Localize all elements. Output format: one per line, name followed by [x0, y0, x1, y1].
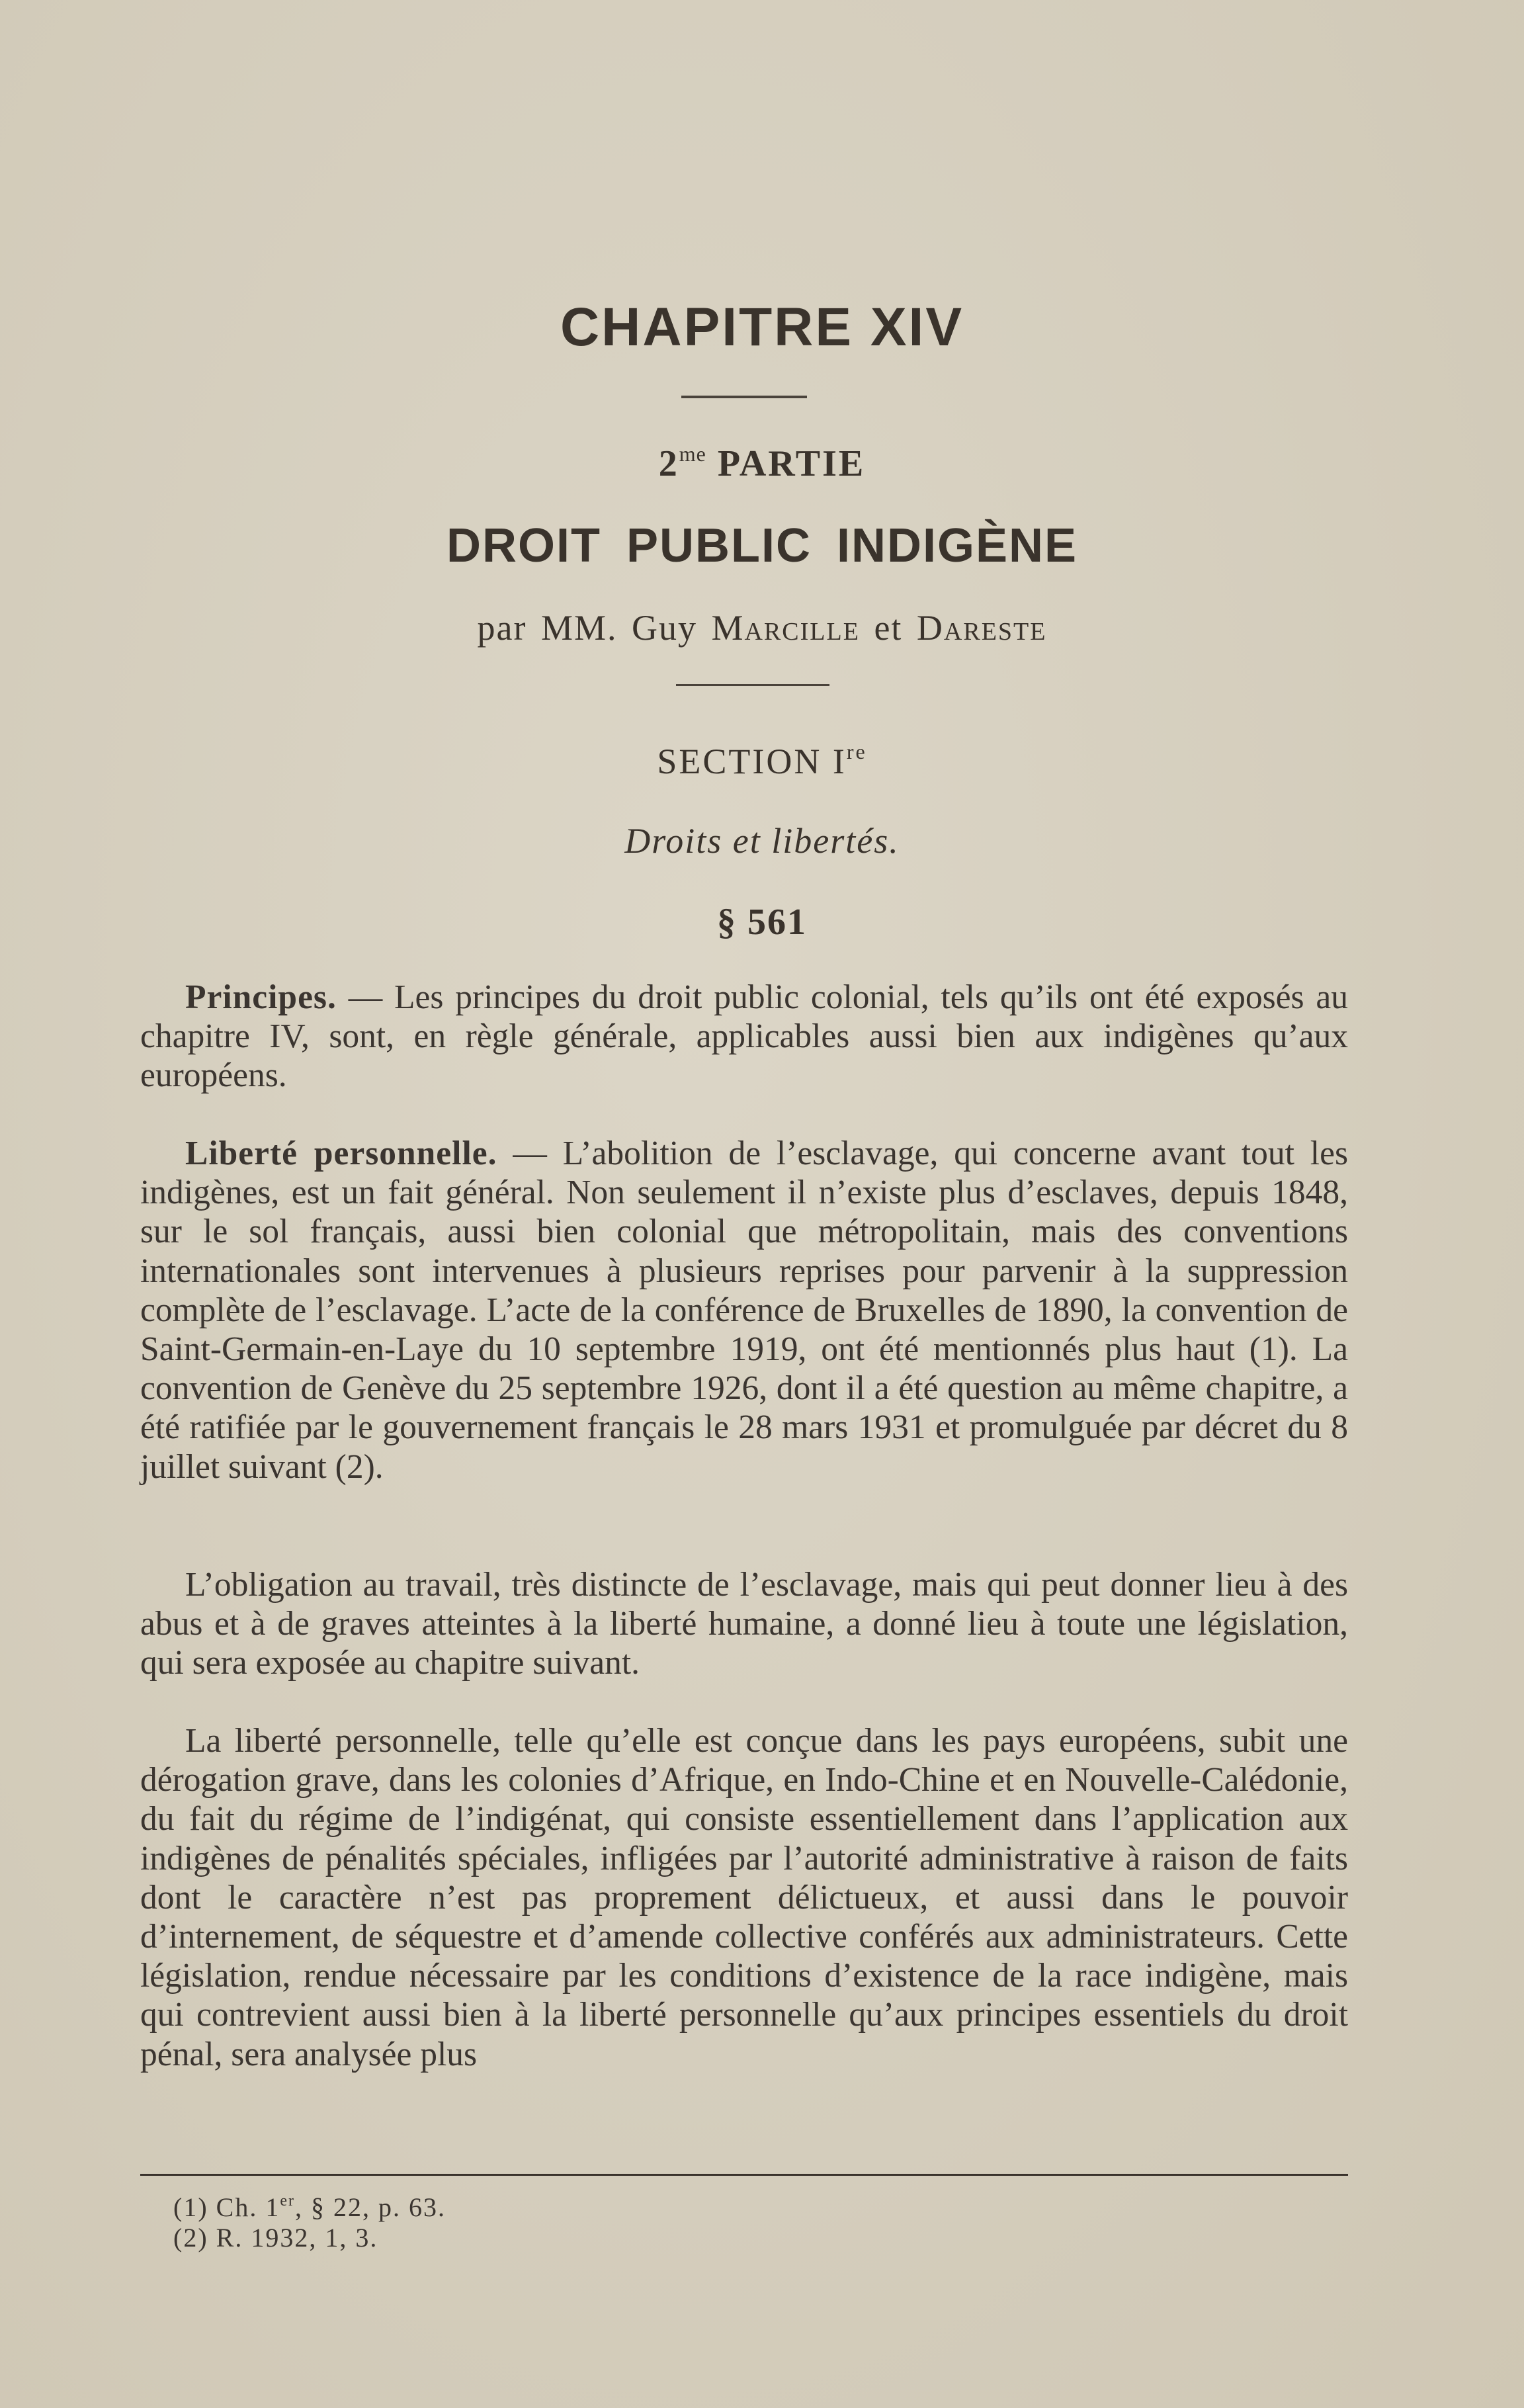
part-suffix: me: [679, 442, 706, 466]
section-suffix: re: [846, 740, 867, 763]
main-title: DROIT PUBLIC INDIGÈNE: [446, 519, 1078, 572]
part-heading: [0, 442, 1524, 485]
section-label: SECTION I: [657, 742, 847, 781]
paragraph-obligation: [140, 1565, 1348, 1683]
paragraph-body: — L’abolition de l’esclavage, qui concerne avant tout les indigènes, est un fait général. Non seulement il n’existe plus d’esclaves, depuis 1848, sur le sol français, aussi bien colonial que métropolitain, mais des conventions internationales sont intervenues à plusieurs reprises pour parvenir à la suppression complète de l’esclavage. L’acte de la conférence de Bruxelles de 1890, la convention de Saint-Germain-en-Laye du 10 septembre 1919, ont été mentionnés plus haut (1). La convention de Genève du 25 septembre 1926, dont il a été question au même chapitre, a été ratifiée par le gouvernement français le 28 mars 1931 et promulguée par décret du 8 juillet suivant (2).: [140, 1135, 1348, 1486]
paragraph-label: Principes.: [185, 978, 337, 1016]
paragraph-number: § 561: [717, 902, 807, 943]
byline-prefix: par MM. Guy: [477, 608, 697, 648]
footnote-item: [173, 2223, 446, 2253]
footnote-item: [173, 2186, 446, 2223]
footnotes: [173, 2186, 446, 2253]
byline: [0, 607, 1524, 648]
footnote-divider: [140, 2174, 1348, 2176]
part-number: 2: [658, 443, 679, 484]
paragraph-principes: [140, 978, 1348, 1096]
paragraph-body: L’obligation au travail, très distincte de l’esclavage, mais qui peut donner lieu à des abus et à de graves atteintes à la liberté humaine, a donné lieu à toute une législation, qui sera exposée au chapitre suivant.: [140, 1566, 1348, 1682]
section-subtitle: Droits et libertés.: [624, 821, 900, 861]
footnote-text: Ch. 1: [216, 2192, 280, 2222]
byline-join: et: [874, 608, 903, 648]
chapter-title: CHAPITRE XIV: [560, 297, 964, 357]
author-marcille: Marcille: [711, 608, 860, 648]
paragraph-body: — Les principes du droit public colonial, tels qu’ils ont été exposés au chapitre IV, sont, en règle générale, applicables aussi bien aux indigènes qu’aux européens.: [140, 978, 1348, 1095]
footnote-text: R. 1932, 1, 3.: [216, 2223, 378, 2253]
footnote-number: (1): [173, 2192, 208, 2222]
byline-divider: [676, 684, 829, 686]
footnote-text-end: , § 22, p. 63.: [294, 2192, 446, 2222]
footnote-sup: er: [280, 2192, 295, 2210]
footnote-number: (2): [173, 2223, 208, 2253]
part-word: PARTIE: [717, 443, 866, 484]
author-dareste: Dareste: [916, 608, 1047, 648]
paragraph-label: Liberté personnelle.: [185, 1135, 497, 1172]
paragraph-liberte: [140, 1134, 1348, 1486]
paragraph-indigenat: [140, 1721, 1348, 2074]
section-heading: [0, 740, 1524, 782]
title-divider: [681, 396, 807, 398]
paragraph-body: La liberté personnelle, telle qu’elle est conçue dans les pays européens, subit une dérogation grave, dans les colonies d’Afrique, en Indo-Chine et en Nouvelle-Calédonie, du fait du régime de l’indigénat, qui consiste essentiellement dans l’application aux indigènes de pénalités spéciales, infligées par l’autorité administrative à raison de faits dont le caractère n’est pas proprement délictueux, et aussi dans le pouvoir d’internement, de séquestre et d’amende collective conférés aux administrateurs. Cette législation, rendue nécessaire par les conditions d’existence de la race indigène, mais qui contrevient aussi bien à la liberté personnelle qu’aux principes essentiels du droit pénal, sera analysée plus: [140, 1722, 1348, 2073]
